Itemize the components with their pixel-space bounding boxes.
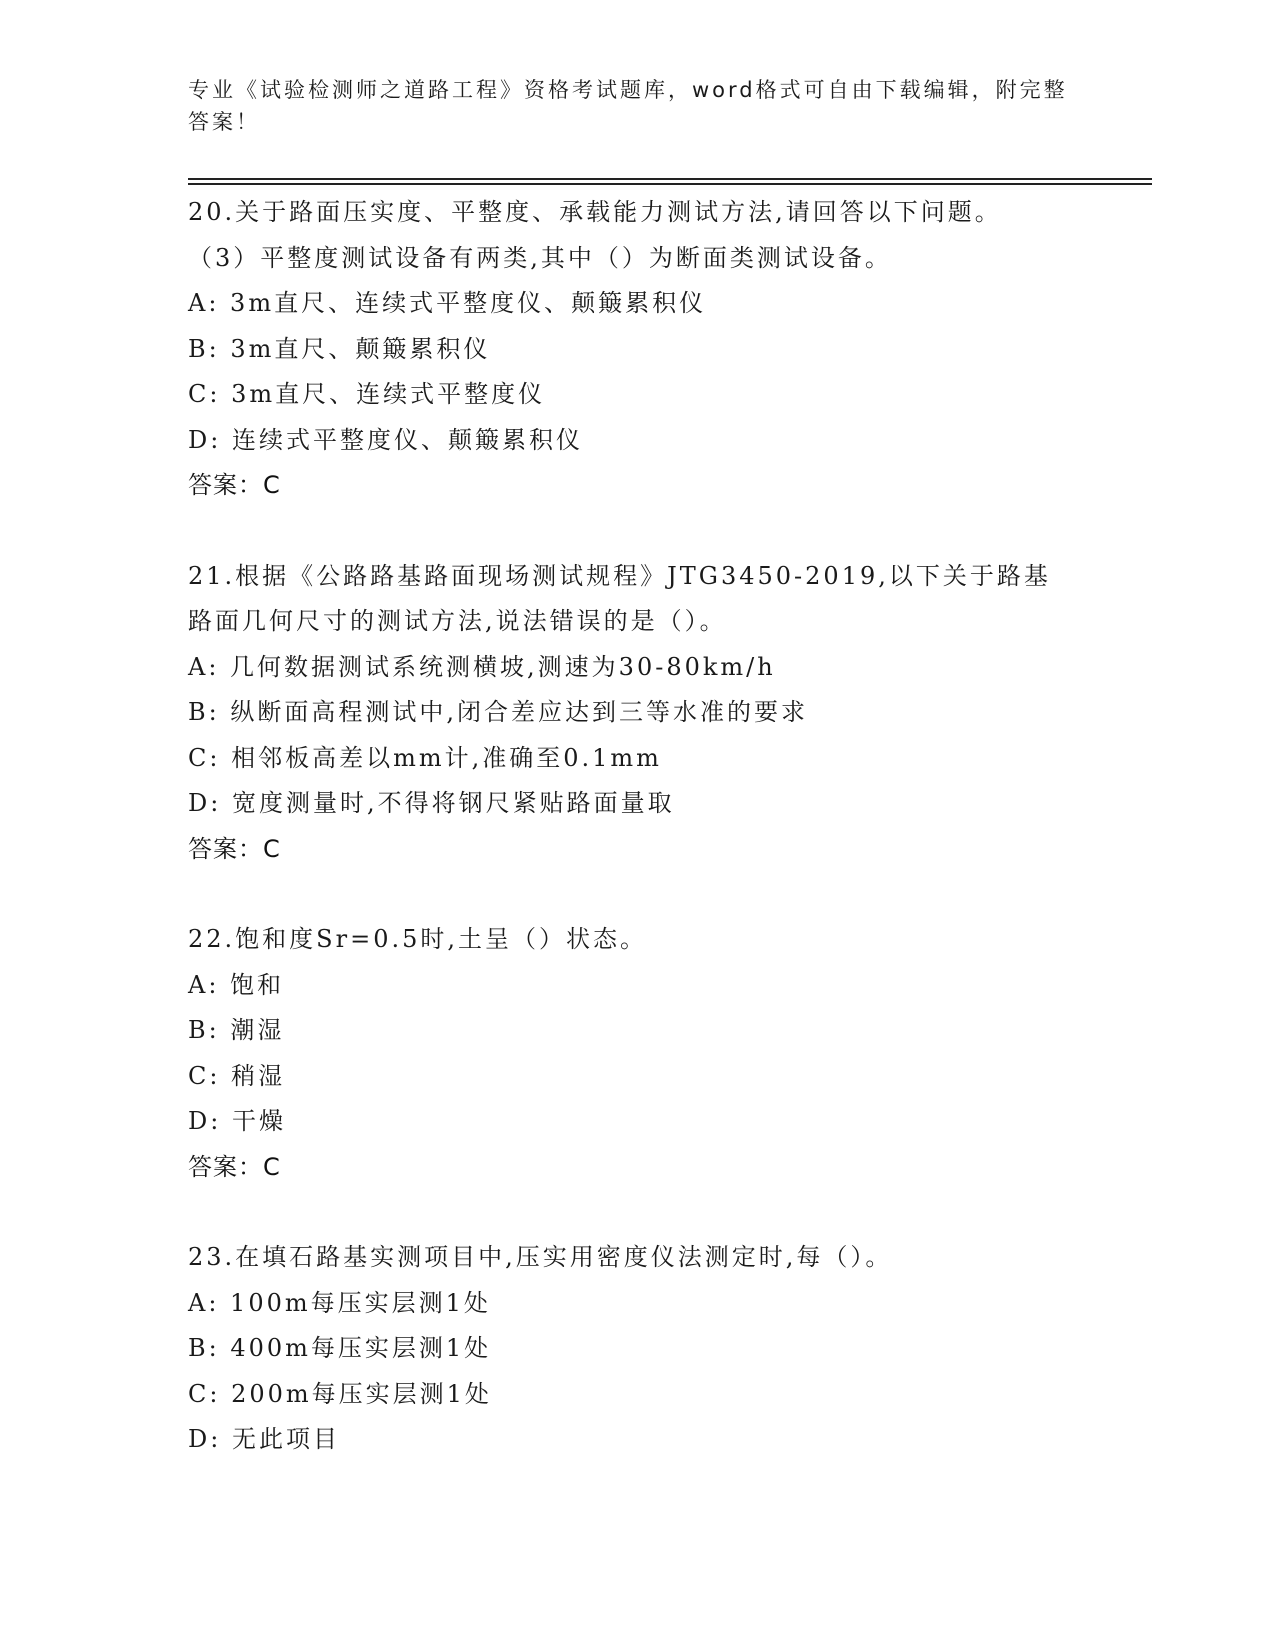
option-c: C: 3m直尺、连续式平整度仪: [188, 380, 546, 408]
answer-text: 答案：C: [188, 471, 281, 499]
option-b: B: 潮湿: [188, 1016, 285, 1044]
document-header: 专业《试验检测师之道路工程》资格考试题库，word格式可自由下载编辑，附完整答案！: [188, 78, 1068, 134]
option-d: D: 无此项目: [188, 1425, 340, 1453]
header-divider-bottom: [188, 183, 1152, 185]
option-a: A: 几何数据测试系统测横坡,测速为30-80km/h: [188, 652, 776, 681]
option-d: D: 干燥: [188, 1107, 286, 1135]
header-divider-top: [188, 178, 1152, 180]
question-20: [188, 190, 1088, 509]
question-22: [188, 917, 1088, 1190]
option-d: D: 宽度测量时,不得将钢尺紧贴路面量取: [188, 789, 675, 817]
option-b: B: 3m直尺、颠簸累积仪: [188, 334, 491, 363]
question-stem: （3）平整度测试设备有两类,其中（）为断面类测试设备。: [188, 243, 892, 272]
question-list: [188, 190, 1088, 1463]
option-c: C: 稍湿: [188, 1061, 286, 1090]
question-23: [188, 1235, 1088, 1463]
question-stem: 23.在填石路基实测项目中,压实用密度仪法测定时,每（）。: [188, 1243, 893, 1271]
option-b: B: 400m每压实层测1处: [188, 1334, 492, 1362]
answer-text: 答案：C: [188, 834, 281, 863]
question-stem: 21.根据《公路路基路面现场测试规程》JTG3450-2019,以下关于路基: [188, 561, 1051, 590]
question-stem: 路面几何尺寸的测试方法,说法错误的是（）。: [188, 607, 727, 635]
question-21: [188, 554, 1088, 873]
option-b: B: 纵断面高程测试中,闭合差应达到三等水准的要求: [188, 698, 808, 726]
answer-text: 答案：C: [188, 1152, 281, 1181]
option-c: C: 相邻板高差以mm计,准确至0.1mm: [188, 743, 662, 772]
option-d: D: 连续式平整度仪、颠簸累积仪: [188, 425, 583, 454]
option-a: A: 100m每压实层测1处: [188, 1288, 491, 1317]
question-stem: 22.饱和度Sr=0.5时,土呈（）状态。: [188, 925, 647, 953]
option-a: A: 3m直尺、连续式平整度仪、颠簸累积仪: [188, 289, 707, 317]
question-stem: 20.关于路面压实度、平整度、承载能力测试方法,请回答以下问题。: [188, 198, 1002, 226]
option-a: A: 饱和: [188, 970, 285, 999]
option-c: C: 200m每压实层测1处: [188, 1379, 492, 1408]
